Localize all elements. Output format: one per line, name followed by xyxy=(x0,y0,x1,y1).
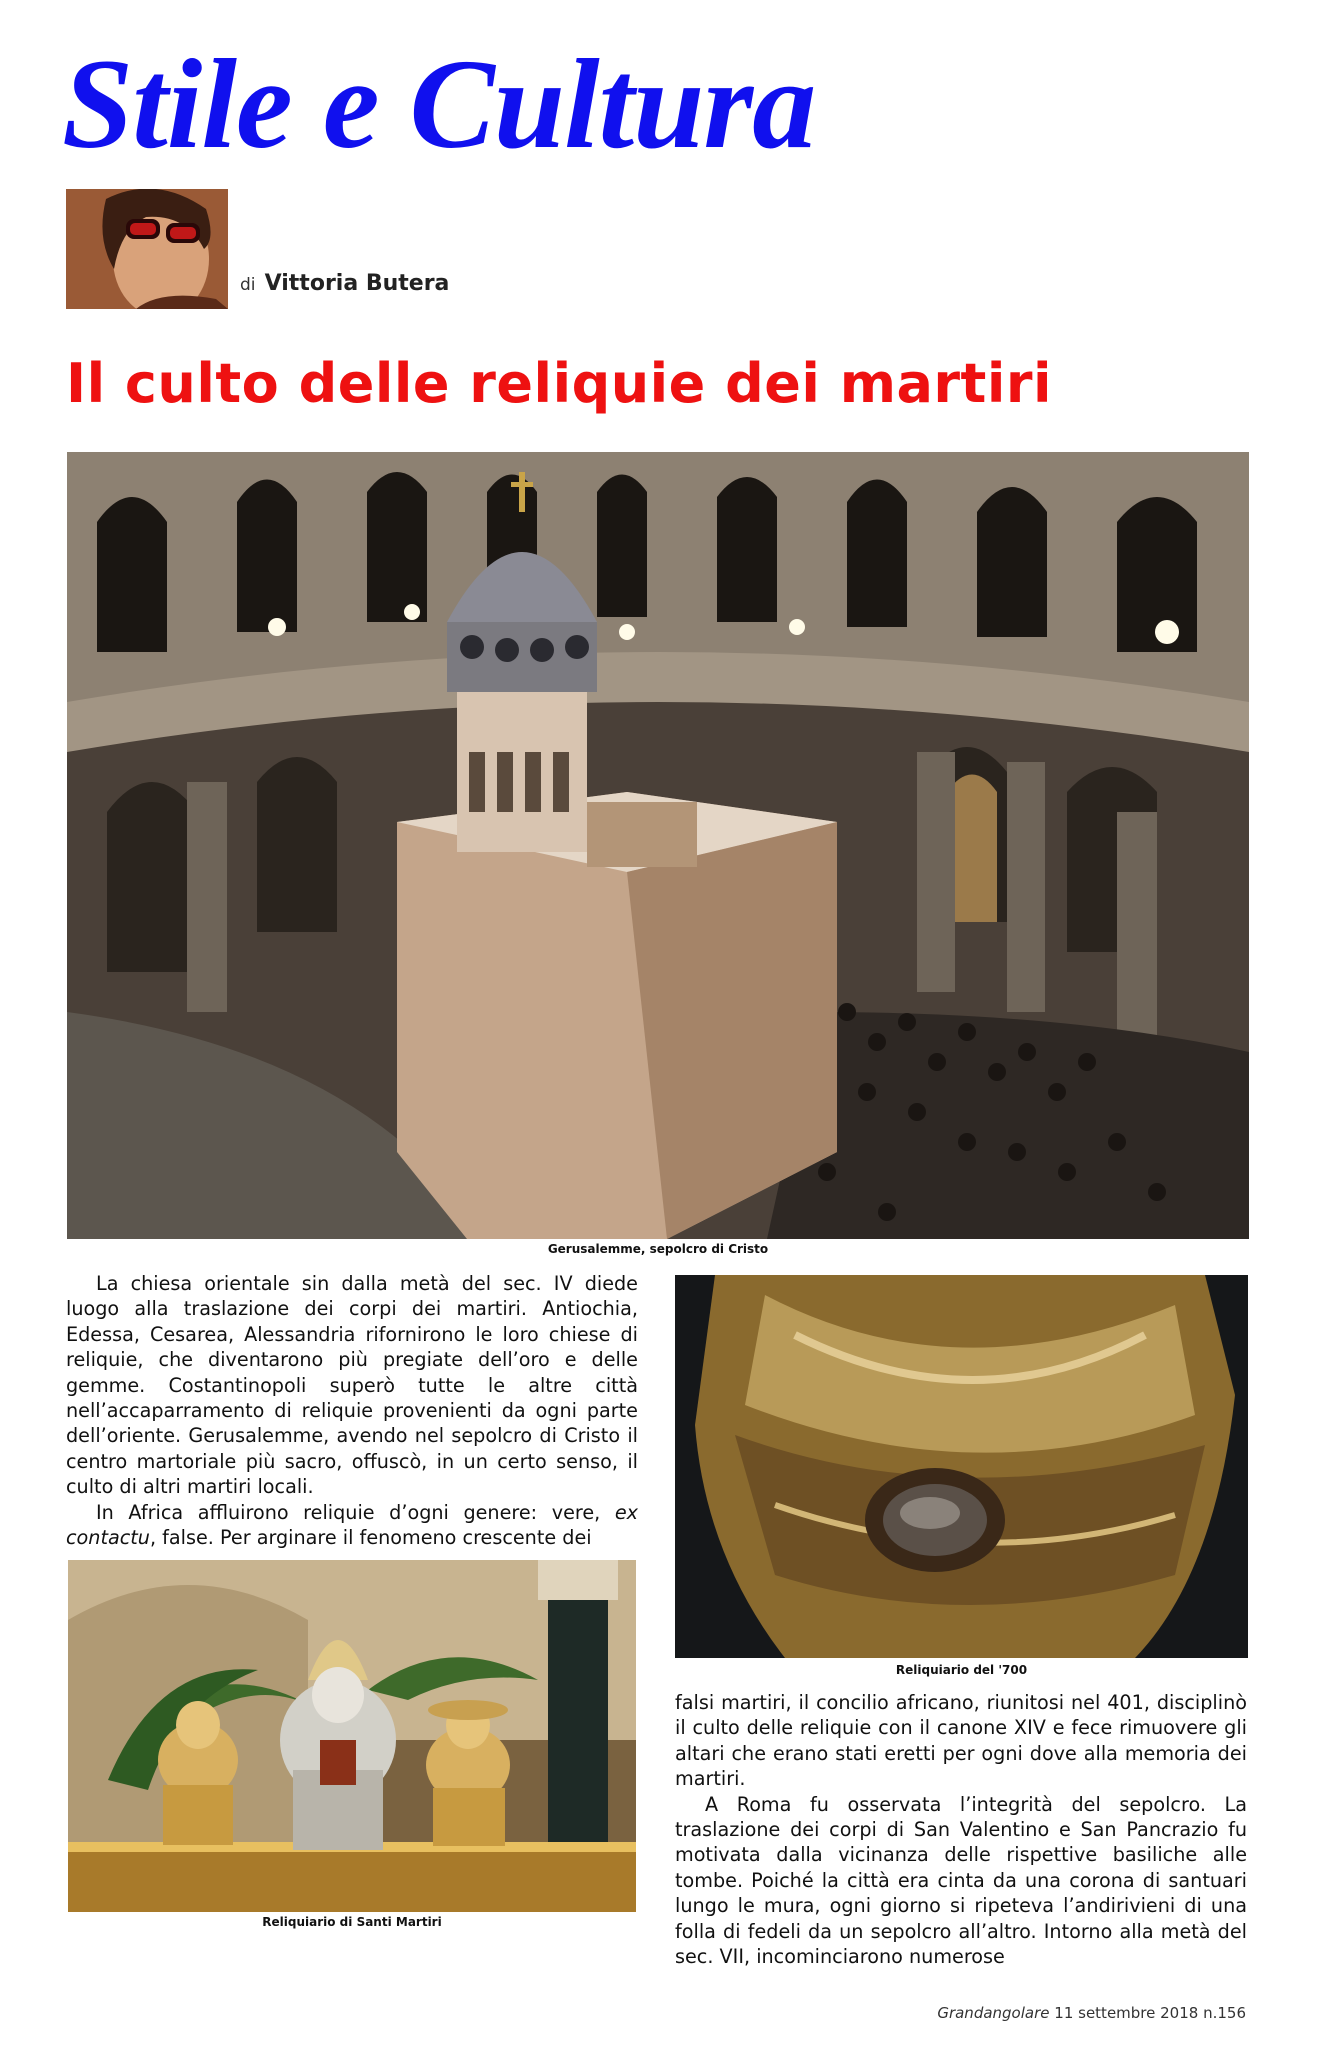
article-title: Il culto delle reliquie dei martiri xyxy=(66,352,1052,415)
column-right xyxy=(675,1690,1247,1969)
paragraph: falsi martiri, il concilio africano, riunitosi nel 401, disciplinò il culto delle reliquie con il canone XIV e fece rimuovere gli altari che erano stati eretti per ogni dove alla memoria dei martiri. xyxy=(675,1691,1247,1791)
byline-prefix: di xyxy=(240,275,256,295)
page-footer xyxy=(937,2004,1246,2022)
author-name: Vittoria Butera xyxy=(264,271,450,296)
publication-name: Grandangolare xyxy=(937,2004,1050,2022)
masthead: Stile e Cultura xyxy=(62,33,816,175)
reliquary-700-caption: Reliquiario del '700 xyxy=(895,1663,1028,1677)
santi-martiri-caption: Reliquiario di Santi Martiri xyxy=(262,1915,442,1929)
paragraph: In Africa affluirono reliquie d’ogni genere: vere, ex contactu, false. Per arginare il fenomeno crescente dei xyxy=(66,1500,638,1550)
main-photo xyxy=(67,452,1249,1239)
issue-info: 11 settembre 2018 n.156 xyxy=(1054,2004,1246,2022)
column-left xyxy=(66,1271,638,1550)
main-photo-caption: Gerusalemme, sepolcro di Cristo xyxy=(547,1242,769,1256)
reliquary-700-photo xyxy=(675,1275,1248,1658)
author-photo xyxy=(66,189,228,309)
paragraph: La chiesa orientale sin dalla metà del sec. IV diede luogo alla traslazione dei corpi dei martiri. Antiochia, Edessa, Cesarea, Alessandria rifornirono le loro chiese di reliquie, che diventarono più pregiate dell’oro e delle gemme. Costantinopoli superò tutte le altre città nell’accaparramento di reliquie provenienti da ogni parte dell’oriente. Gerusalemme, avendo nel sepolcro di Cristo il centro martoriale più sacro, offuscò, in un certo senso, il culto di altri martiri locali. xyxy=(66,1272,638,1499)
paragraph: A Roma fu osservata l’integrità del sepolcro. La traslazione dei corpi di San Valentino e San Pancrazio fu motivata dalla vicinanza delle rispettive basiliche alle tombe. Poiché la città era cinta da una corona di santuari lungo le mura, ogni giorno si ripeteva l’andirivieni di una folla di fedeli da un sepolcro all’altro. Intorno alla metà del sec. VII, incominciarono numerose xyxy=(675,1792,1247,1969)
byline xyxy=(240,271,449,296)
santi-martiri-photo xyxy=(68,1560,636,1912)
